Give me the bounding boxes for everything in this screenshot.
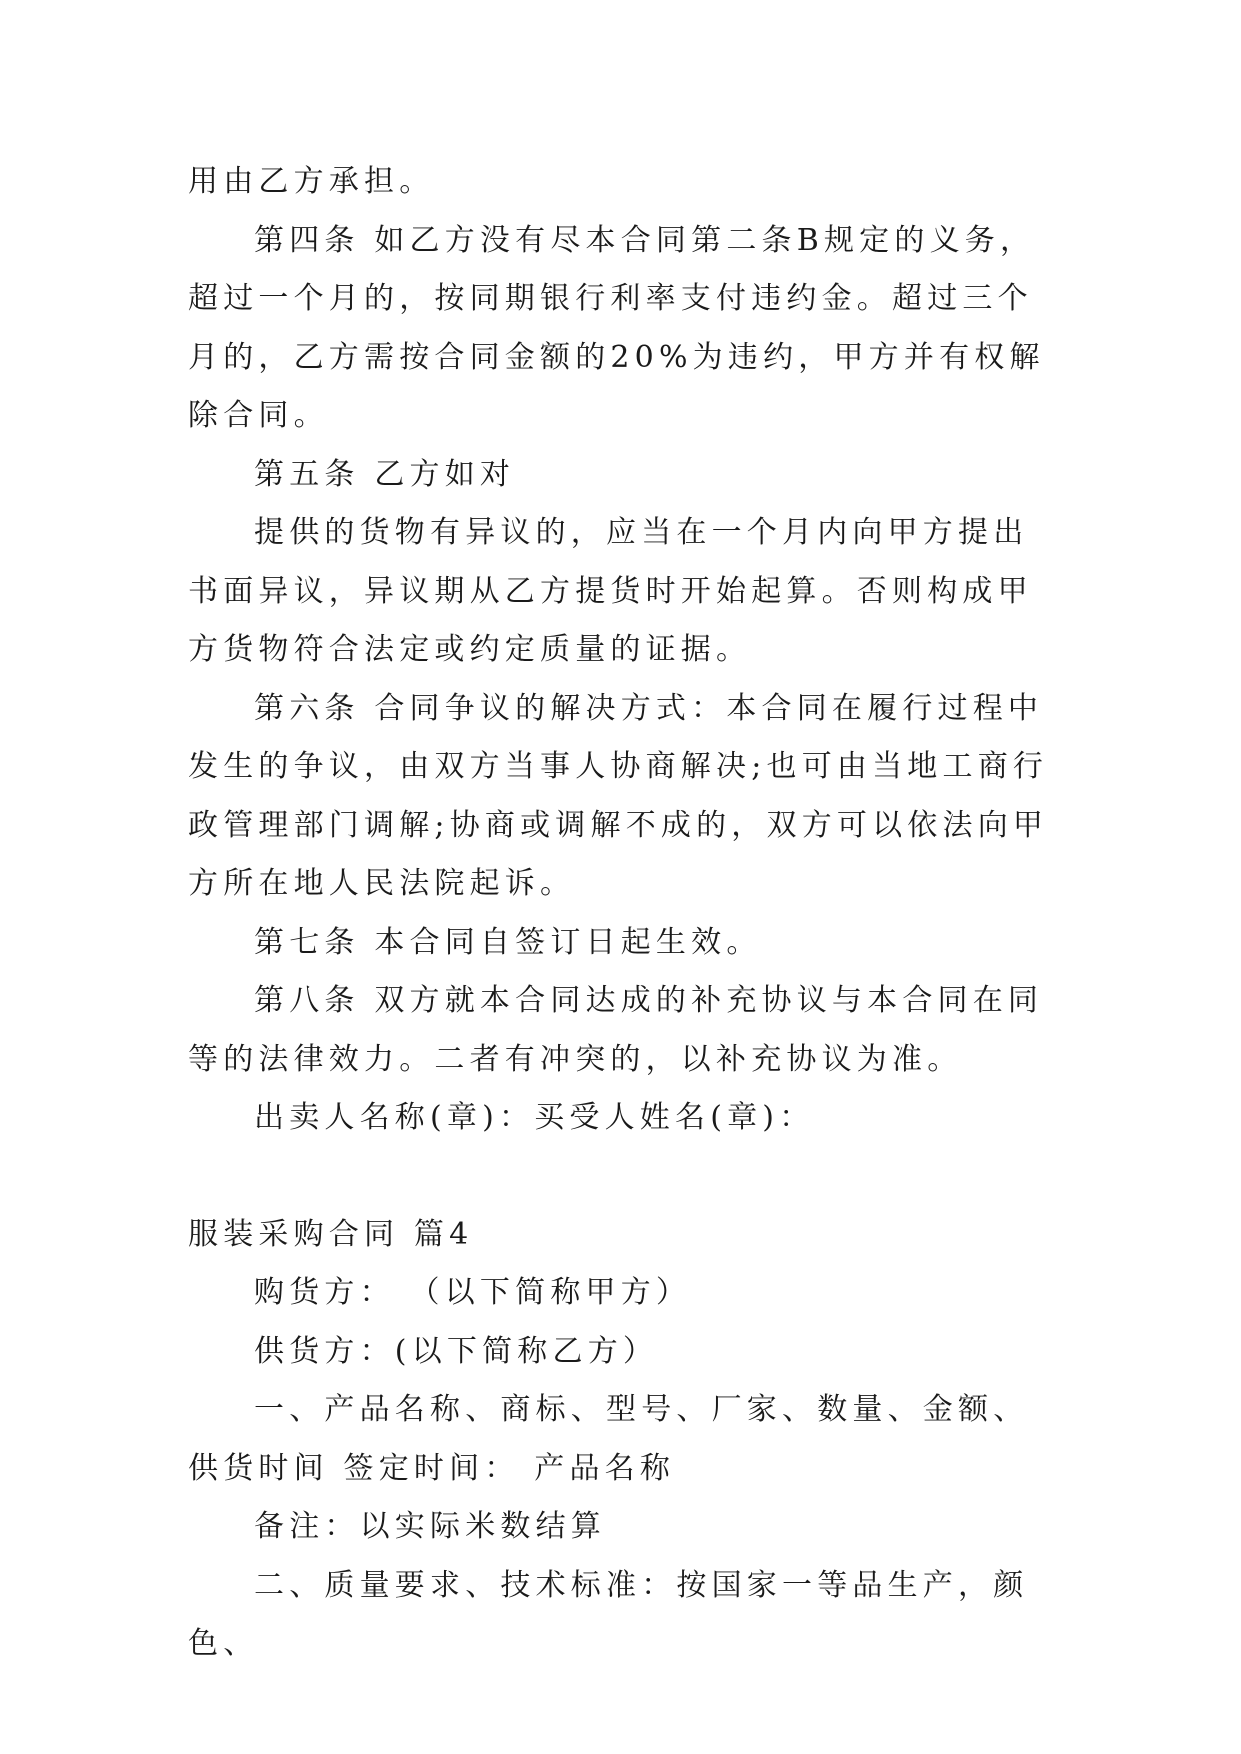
signature-line: 出卖人名称(章)：买受人姓名(章)：: [254, 1100, 815, 1135]
paragraph-article-6: 第六条 合同争议的解决方式：本合同在履行过程中发生的争议，由双方当事人协商解决;也可由当地工商行政管理部门调解;协商或调解不成的，双方可以依法向甲方所在地人民法院起诉。: [188, 690, 1049, 901]
clause-product-info: 一、产品名称、商标、型号、厂家、数量、金额、供货时间 签定时间： 产品名称: [188, 1392, 1029, 1486]
supplier-line: 供货方：(以下简称乙方）: [254, 1333, 659, 1369]
paragraph-article-4: 第四条 如乙方没有尽本合同第二条B规定的义务，超过一个月的，按同期银行利率支付违约金。超过三个月的，乙方需按合同金额的20%为违约，甲方并有权解除合同。: [188, 222, 1045, 433]
paragraph-article-8: 第八条 双方就本合同达成的补充协议与本合同在同等的法律效力。二者有冲突的，以补充协议为准。: [188, 983, 1044, 1077]
clause-quality: 二、质量要求、技术标准：按国家一等品生产，颜色、: [188, 1567, 1029, 1661]
paragraph: 用由乙方承担。: [188, 164, 435, 199]
purchaser-line: 购货方： （以下简称甲方）: [254, 1275, 692, 1310]
paragraph-article-7: 第七条 本合同自签订日起生效。: [254, 924, 762, 960]
paragraph-article-5: 第五条 乙方如对: [254, 456, 516, 492]
document-body: [188, 153, 1053, 1674]
paragraph: 提供的货物有异议的，应当在一个月内向甲方提出书面异议，异议期从乙方提货时开始起算。否则构成甲方货物符合法定或约定质量的证据。: [188, 515, 1033, 667]
remark-line: 备注：以实际米数结算: [254, 1509, 606, 1544]
section-title: 服装采购合同 篇4: [188, 1216, 474, 1252]
